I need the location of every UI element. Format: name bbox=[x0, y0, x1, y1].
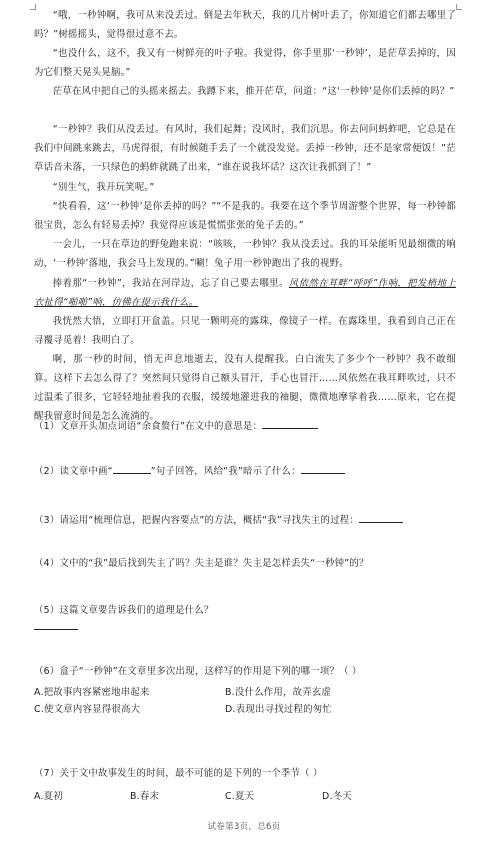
question-text: （3）请运用“梳理信息，把握内容要点”的方法，概括“我”寻找失主的过程： bbox=[34, 515, 360, 526]
question-2 bbox=[34, 463, 464, 479]
question-text: （7）关于文中故事发生的时间，最不可能的是下列的一个季节（ ） bbox=[34, 768, 323, 779]
question-text: ”句子回答，风给“我”暗示了什么： bbox=[150, 466, 301, 477]
question-text: （4）文中的“我”最后找到失主了吗？失主是谁？失主是怎样丢失“一秒钟”的？ bbox=[34, 558, 369, 569]
question-text: （5）这篇文章要告诉我们的道理是什么？ bbox=[34, 605, 214, 616]
paragraph-text: 捧着那“一秒钟”，我站在河岸边，忘了自己要去哪里。 bbox=[52, 278, 289, 289]
passage-paragraph: “一秒钟？我们从没丢过。有风时，我们起舞；没风时，我们沉思。你去问问蚂蚱吧，它总是在我们中间跳来跳去，马虎得很，有时候随手丢了一个就没发觉。丢掉一秒钟，还不是家常便饭！”茫草话音未落，一只绿色的蚂蚱就跳了出来，“谁在说我坏话？这次让我抓到了！” bbox=[34, 124, 456, 174]
answer-blank[interactable] bbox=[359, 512, 403, 523]
question-text: （1）文章开头加点词语“余食赘行”在文中的意思是： bbox=[34, 421, 263, 432]
question-7 bbox=[34, 767, 464, 781]
answer-blank[interactable] bbox=[262, 418, 318, 429]
passage-paragraph: “哦，一秒钟啊，我可从来没丢过。倒是去年秋天，我的几片树叶丢了，你知道它们都去哪里了吗？”树摇摇头，觉得很过意不去。 bbox=[34, 10, 456, 41]
page-footer: 试卷第3页，总6页 bbox=[207, 822, 281, 832]
option-c[interactable]: C.夏天 bbox=[225, 791, 255, 802]
underlined-sentence: 风依然在耳畔“呼呼”作响，把发梢地上衣扯得“啪啪”响，仿佛在提示我什么。 bbox=[34, 278, 457, 309]
option-a[interactable]: A.夏初 bbox=[34, 791, 63, 802]
passage-paragraph: “别生气，我开玩笑呢。” bbox=[52, 182, 155, 193]
answer-blank[interactable] bbox=[301, 463, 345, 474]
question-4 bbox=[34, 557, 464, 571]
option-b[interactable]: B.春末 bbox=[130, 791, 160, 802]
passage-paragraph: 我恍然大悟，立即打开盒盖。只见一颗明亮的露珠，像镜子一样。在露珠里，我看到自己正在寻覆寻觅着！我明白了。 bbox=[34, 316, 456, 347]
passage-paragraph: 茫草在风中把自己的头摇来摇去。我蹲下来，推开茫草，问道：“这‘一秒钟’是你们丢掉的吗？” bbox=[52, 86, 455, 97]
option-b[interactable]: B.没什么作用，故弄玄虚 bbox=[225, 687, 332, 698]
option-d[interactable]: D.冬天 bbox=[322, 791, 352, 802]
passage-paragraph-underlined bbox=[34, 274, 456, 312]
passage-paragraph: 啊，那一秒的时间，悄无声息地逝去，没有人提醒我。白白流失了多少个一秒钟？我不敢细算。这样下去怎么得了？突然间只觉得自己额头冒汗，手心也冒汗……风依然在我耳畔吹过，只不过温柔了很多，它轻轻地扯着我的衣服，缓缓地灌进我的袖腿，微微地摩挲着我……原来，它在提醒我留意时间是怎么流淌的。 bbox=[34, 354, 456, 423]
question-text: （6）盒子“一秒钟”在文章里多次出现，这样写的作用是下列的哪一项？（ ） bbox=[34, 666, 362, 677]
passage-paragraph: “快看看，这‘一秒钟’是你丢掉的吗？”“不是我的。我要在这个季节周游整个世界，每一秒钟都很宝贵，怎么有轻易丢掉？我觉得应该是慌慌张张的兔子丢的。” bbox=[34, 201, 456, 232]
answer-blank[interactable] bbox=[113, 463, 151, 474]
question-text: （2）读文章中画“ bbox=[34, 466, 113, 477]
option-c[interactable]: C.使文章内容显得很高大 bbox=[34, 704, 141, 715]
question-3 bbox=[34, 512, 464, 528]
option-a[interactable]: A.把故事内容紧密地串起来 bbox=[34, 687, 150, 698]
question-6 bbox=[34, 665, 464, 679]
answer-blank[interactable] bbox=[34, 619, 78, 630]
question-5 bbox=[34, 604, 464, 618]
passage-paragraph: “也没什么，这不，我又有一树鲜亮的叶子啦。我觉得，你手里那‘一秒钟’，是茫草丢掉的，因为它们整天晃头晃脑。” bbox=[34, 48, 456, 79]
question-1 bbox=[34, 418, 464, 434]
page-corner-mark bbox=[456, 4, 462, 10]
passage-paragraph: 一会儿，一只在草边的野兔跑来说：“咳咳，一秒钟？我从没丢过。我的耳朵能听见最细微的响动，‘一秒钟’落地，我会马上发现的。”唰！兔子用一秒钟跑出了我的视野。 bbox=[34, 239, 456, 270]
option-d[interactable]: D.表现出寻找过程的匆忙 bbox=[225, 704, 332, 715]
